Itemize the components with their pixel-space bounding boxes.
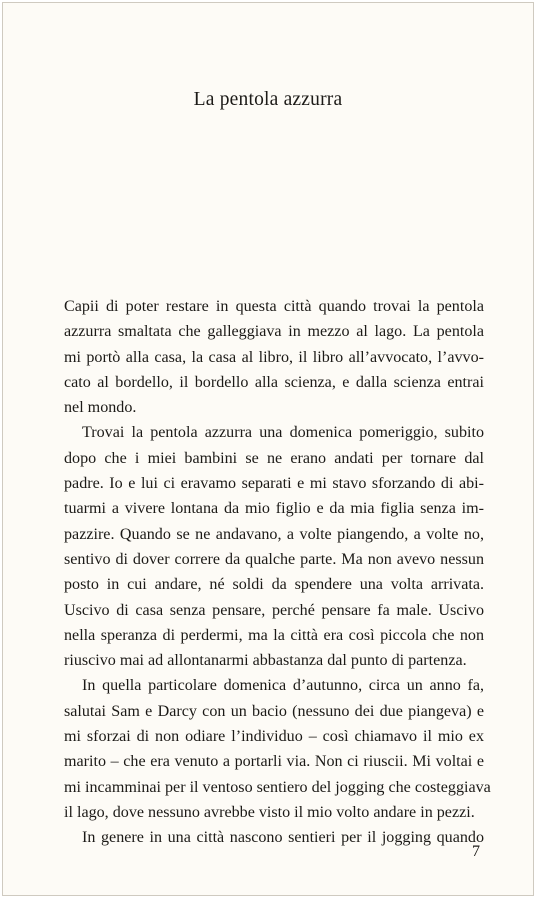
text-line: In genere in una città nascono sentieri per il jogging quando [82, 829, 484, 847]
text-line: marito – che era venuto a portarli via. Non ci riuscii. Mi voltai e [64, 753, 484, 771]
text-line: nel mondo. [64, 399, 137, 417]
text-line: cato al bordello, il bordello alla scienza, e dalla scienza entrai [64, 373, 484, 391]
text-line: posto in cui andare, né soldi da spendere una volta arrivata. [64, 576, 484, 594]
text-line: mi sforzai di non odiare l’individuo – così chiamavo il mio ex [64, 728, 484, 746]
text-line: Uscivo di casa senza pensare, perché pensare fa male. Uscivo [64, 601, 484, 619]
page-number: 7 [472, 843, 480, 860]
book-page [2, 2, 534, 896]
text-line: mi incamminai per il ventoso sentiero del jogging che costeggiava [64, 778, 491, 796]
text-line: Trovai la pentola azzurra una domenica pomeriggio, subito [82, 424, 484, 442]
text-line: il lago, dove nessuno avrebbe visto il mio volto andare in pezzi. [64, 803, 475, 821]
text-line: sentivo di dover correre da qualche parte. Ma non avevo nessun [64, 550, 484, 568]
body-text [64, 294, 491, 851]
text-line: nella speranza di perdermi, ma la città era così piccola che non [64, 626, 484, 644]
text-line: padre. Io e lui ci eravamo separati e mi stavo sforzando di abi- [64, 475, 484, 493]
text-line: dopo che i miei bambini se ne erano andati per tornare dal [64, 449, 484, 467]
chapter-title: La pentola azzurra [193, 89, 343, 110]
text-line: salutai Sam e Darcy con un bacio (nessuno dei due piangeva) e [64, 702, 484, 720]
text-line: In quella particolare domenica d’autunno, circa un anno fa, [82, 677, 484, 695]
text-line: tuarmi a vivere lontana da mio figlio e da mia figlia senza im- [64, 500, 484, 518]
text-line: riuscivo mai ad allontanarmi abbastanza dal punto di partenza. [64, 652, 467, 670]
text-line: pazzire. Quando se ne andavano, a volte piangendo, a volte no, [64, 525, 484, 543]
text-line: Capii di poter restare in questa città quando trovai la pentola [64, 298, 484, 315]
text-line: mi portò alla casa, la casa al libro, il libro all’avvocato, l’avvo- [64, 348, 484, 366]
text-line: azzurra smaltata che galleggiava in mezzo al lago. La pentola [64, 323, 484, 341]
